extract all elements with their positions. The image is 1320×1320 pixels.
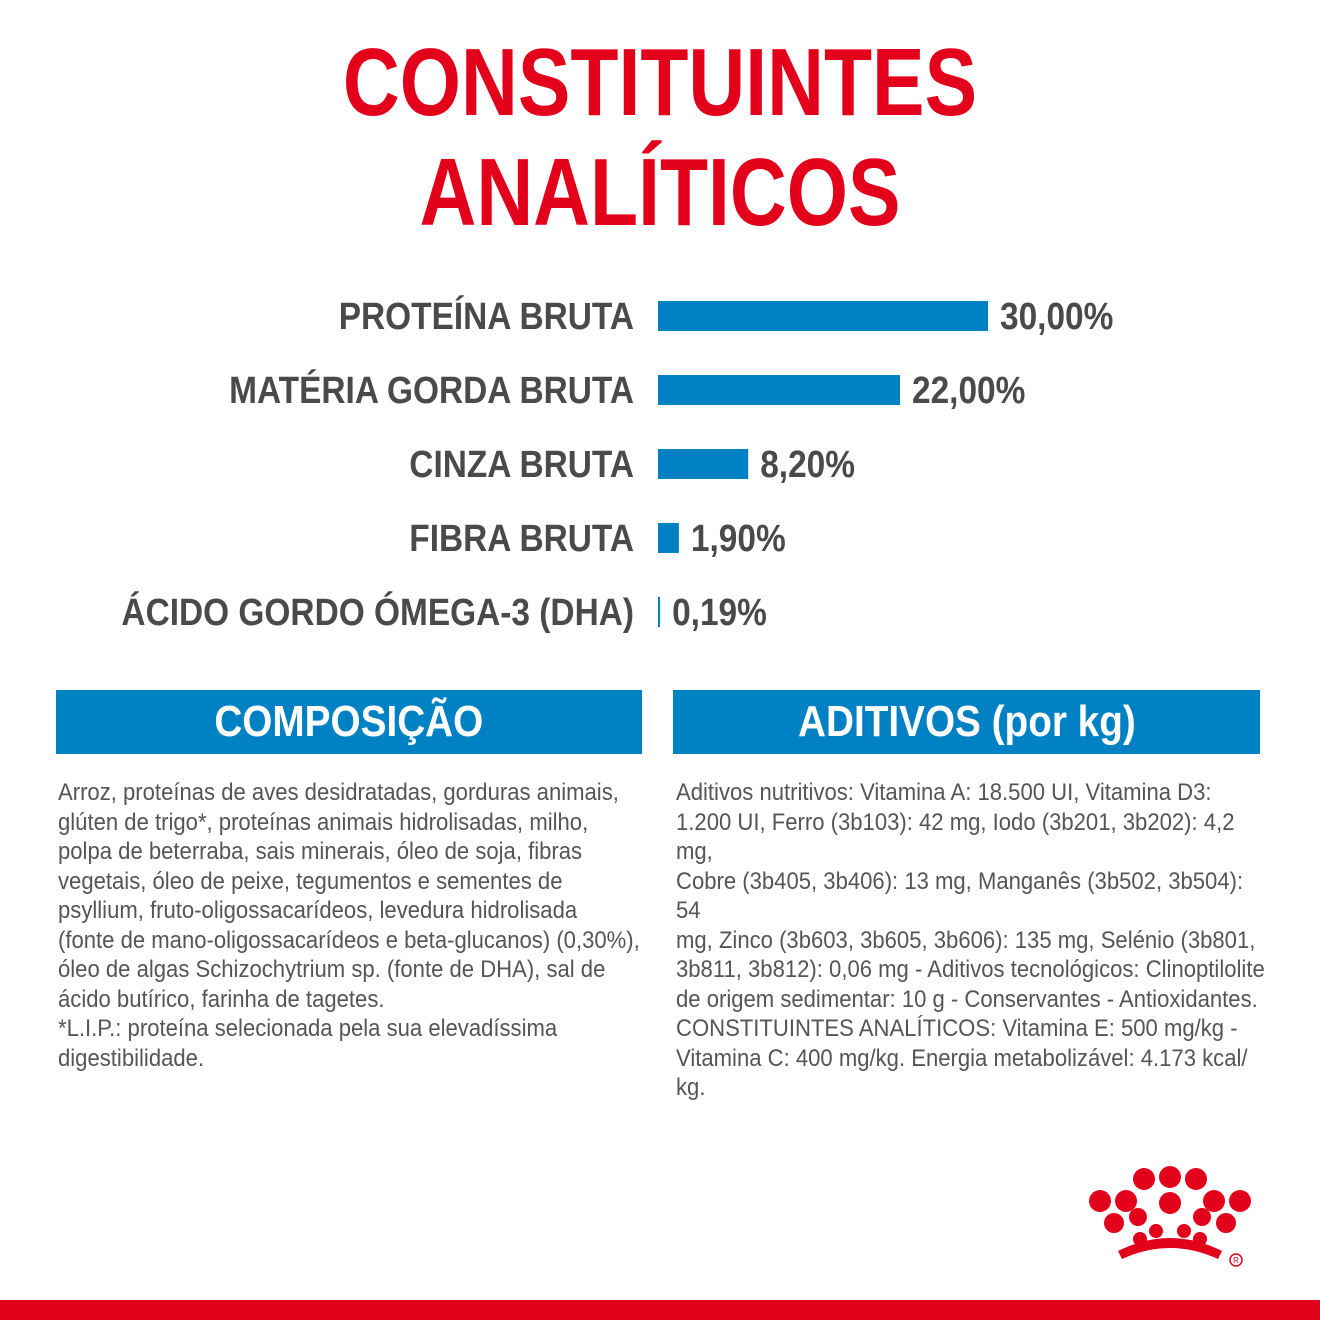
bar [658,301,988,331]
composicao-text [58,778,640,1073]
aditivos-line: CONSTITUINTES ANALÍTICOS: Vitamina E: 500 mg/kg - [676,1015,1238,1042]
value-label: 8,20% [760,443,855,486]
category-label: FIBRA BRUTA [409,517,634,560]
aditivos-line: Cobre (3b405, 3b406): 13 mg, Manganês (3b502, 3b504): 54 [676,867,1244,924]
bar [658,523,679,553]
category-label: MATÉRIA GORDA BRUTA [229,369,634,412]
category-label: PROTEÍNA BRUTA [338,295,634,338]
composicao-line: ácido butírico, farinha de tagetes. [58,985,385,1013]
aditivos-line: Aditivos nutritivos: Vitamina A: 18.500 UI, Vitamina D3: [676,779,1212,806]
aditivos-line: mg, Zinco (3b603, 3b605, 3b606): 135 mg, Selénio (3b801, [676,926,1256,954]
aditivos-text [676,778,1268,1103]
aditivos-line: kg. [676,1074,706,1101]
composicao-line: polpa de beterraba, sais minerais, óleo de soja, fibras [58,838,583,865]
bar [658,449,748,479]
bar [658,597,660,627]
aditivos-line: 3b811, 3b812): 0,06 mg - Aditivos tecnológicos: Clinoptilolite [676,956,1265,983]
aditivos-header-label: ADITIVOS (por kg) [797,697,1136,746]
category-label: CINZA BRUTA [409,443,634,486]
svg-text:R: R [1233,1256,1239,1265]
aditivos-header [673,690,1260,754]
page-title: CONSTITUINTES ANALÍTICOS [342,29,978,246]
bar-chart [0,270,1320,650]
composicao-line: digestibilidade. [58,1044,205,1072]
aditivos-line: 1.200 UI, Ferro (3b103): 42 mg, Iodo (3b201, 3b202): 4,2 mg, [676,808,1235,865]
aditivos-line: de origem sedimentar: 10 g - Conservantes - Antioxidantes. [676,985,1258,1013]
composicao-line: Arroz, proteínas de aves desidratadas, gorduras animais, [58,779,619,806]
value-label: 0,19% [672,591,767,634]
composicao-header [56,690,642,754]
royal-canin-crown-icon [1080,1165,1260,1270]
composicao-line: glúten de trigo*, proteínas animais hidrolisadas, milho, [58,808,589,836]
composicao-line: óleo de algas Schizochytrium sp. (fonte de DHA), sal de [58,956,606,983]
value-label: 22,00% [912,369,1026,412]
bottom-red-bar [0,1300,1320,1320]
value-label: 1,90% [690,517,786,560]
composicao-line: (fonte de mano-oligossacarídeos e beta-glucanos) (0,30%), [58,926,640,954]
composicao-line: *L.I.P.: proteína selecionada pela sua elevadíssima [58,1015,558,1042]
composicao-header-label: COMPOSIÇÃO [214,697,484,746]
composicao-line: vegetais, óleo de peixe, tegumentos e sementes de [58,867,563,895]
aditivos-line: Vitamina C: 400 mg/kg. Energia metabolizável: 4.173 kcal/ [676,1044,1248,1072]
value-label: 30,00% [1000,295,1114,338]
bar [658,375,900,405]
category-label: ÁCIDO GORDO ÓMEGA-3 (DHA) [121,591,634,634]
composicao-line: psyllium, fruto-oligossacarídeos, levedura hidrolisada [58,897,578,924]
